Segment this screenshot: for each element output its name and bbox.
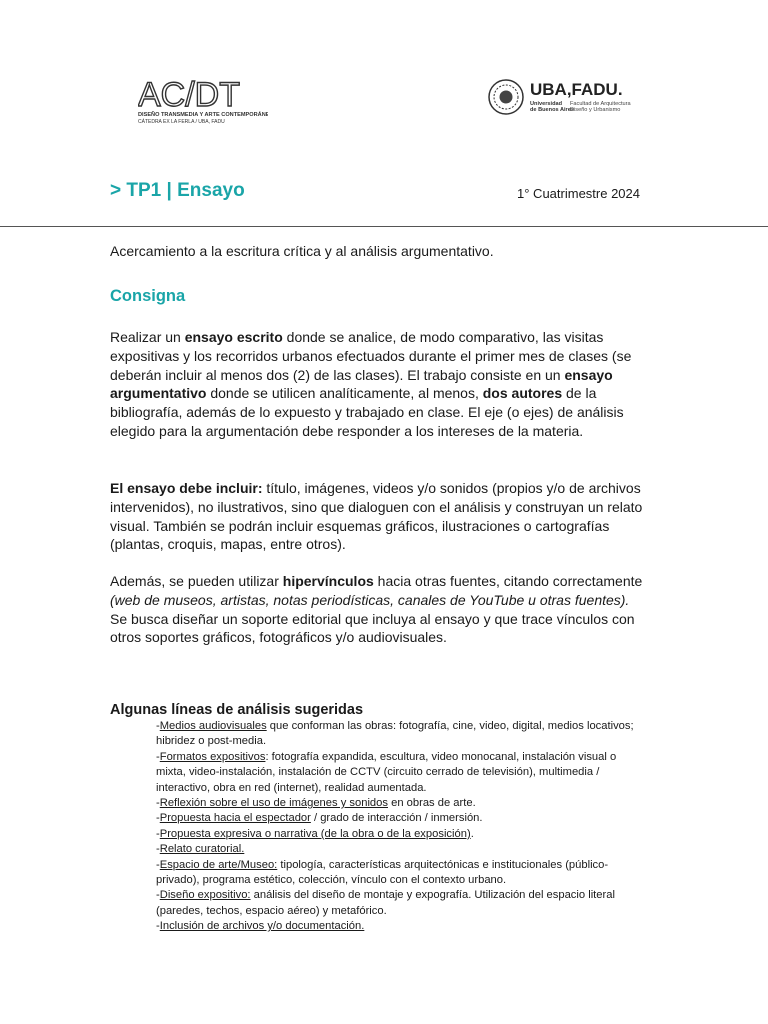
term-label: 1° Cuatrimestre 2024 [517, 186, 640, 201]
list-item: -Medios audiovisuales que conforman las obras: fotografía, cine, video, digital, medios locativos; hibridez o post-media. [156, 720, 634, 748]
paragraph-hipervinculos [110, 572, 645, 647]
subtitle: Acercamiento a la escritura crítica y al análisis argumentativo. [110, 243, 494, 259]
fadu-logo-line-2: Diseño y Urbanismo [570, 107, 621, 113]
list-item: -Diseño expositivo: análisis del diseño de montaje y expografía. Utilización del espacio literal (paredes, techos, espacio aéreo) y metafórico. [156, 889, 615, 917]
acdt-logo-line-1: DISEÑO TRANSMEDIA Y ARTE CONTEMPORÁNEO [138, 112, 268, 118]
list-item-topic: Inclusión de archivos y/o documentación. [159, 920, 365, 933]
list-item: -Reflexión sobre el uso de imágenes y sonidos en obras de arte. [156, 797, 476, 810]
list-item-detail: / grado de interacción / inmersión. [310, 812, 483, 825]
section-title-consigna: Consigna [110, 287, 186, 305]
p3-bold-hipervinculos: hipervínculos [282, 573, 374, 589]
p2-text: título, imágenes, videos y/o sonidos (propios y/o de archivos intervenidos), no ilustrativos, sino que dialoguen con el análisis y construyan un relato visual. También se podrán incluir esquemas gráficos, ilustraciones o cartografías (plantas, croquis, mapas, entre otros). [110, 480, 643, 553]
p1-text-4: de la bibliografía, además de lo expuesto y trabajado en clase. El eje (o ejes) de análisis elegido para la argumentación debe responder a los intereses de la materia. [110, 385, 624, 439]
p1-text-1: Realizar un [110, 329, 185, 345]
title-row [110, 180, 640, 210]
header-divider [0, 226, 768, 227]
uba-seal-icon [489, 80, 523, 114]
list-item-detail: en obras de arte. [387, 797, 476, 810]
p1-text-3: donde se utilicen analíticamente, al menos, [206, 385, 483, 402]
list-item-detail: . [470, 827, 474, 840]
list-item-topic: Propuesta hacia el espectador [159, 812, 311, 825]
analysis-lines-list [156, 719, 646, 935]
list-item-topic: Relato curatorial. [159, 843, 245, 856]
uba-fadu-logo [488, 79, 668, 124]
acdt-logo-name: AC/DT [138, 76, 240, 114]
acdt-logo-line-2: CÁTEDRA EX LA FERLA / UBA, FADU [138, 119, 225, 125]
list-item: -Relato curatorial. [156, 843, 245, 856]
list-item-detail: análisis del diseño de montaje y expografía. Utilización del espacio literal (paredes, techos, espacio aéreo) y metafórico. [156, 889, 615, 917]
list-item-topic: Reflexión sobre el uso de imágenes y sonidos [159, 797, 388, 810]
paragraph-incluir [110, 479, 645, 554]
uba-logo-line-1: Universidad [530, 101, 563, 107]
p2-bold-lead: El ensayo debe incluir: [110, 480, 263, 496]
p3-text-1: Además, se pueden utilizar [110, 573, 283, 589]
list-item: -Formatos expositivos: fotografía expandida, escultura, video monocanal, instalación visual o mixta, video-instalación, instalación de CCTV (circuito cerrado de televisión), multimedia / interactivo, obra en red (internet), realidad aumentada. [156, 750, 617, 794]
acdt-logo [138, 76, 268, 133]
list-item-topic: Formatos expositivos [159, 750, 266, 763]
acdt-logo-mark [138, 76, 268, 128]
fadu-logo-line-1: Facultad de Arquitectura [570, 101, 631, 107]
list-item-topic: Medios audiovisuales [159, 720, 267, 732]
paragraph-consigna [110, 328, 645, 441]
p1-text-2: donde se analice, de modo comparativo, las visitas expositivas y los recorridos urbanos efectuados durante el primer mes de clases (se deberán incluir al menos dos (2) de las clases). El trabajo consiste en un [110, 329, 632, 383]
uba-fadu-logo-mark [488, 79, 668, 119]
list-item: -Espacio de arte/Museo: tipología, características arquitectónicas e institucionales (público-privado), programa estético, colección, vínculo con el contexto urbano. [156, 858, 609, 887]
p1-bold-dos-autores: dos autores [482, 385, 563, 402]
list-item-detail: : fotografía expandida, escultura, video monocanal, instalación visual o mixta, video-instalación, instalación de CCTV (circuito cerrado de televisión), multimedia / interactivo, obra en red (internet), realidad aumentada. [156, 750, 617, 794]
page-title: > TP1 | Ensayo [110, 180, 245, 201]
p3-italic-sources: (web de museos, artistas, notas periodísticas, canales de YouTube u otras fuentes). [110, 591, 630, 608]
uba-fadu-logo-name: UBA,FADU. [530, 80, 623, 99]
uba-logo-line-2: de Buenos Aires [530, 107, 574, 113]
list-item-topic: Espacio de arte/Museo: [159, 858, 278, 871]
list-item-detail: tipología, características arquitectónicas e institucionales (público-privado), programa estético, colección, vínculo con el contexto urbano. [156, 858, 609, 887]
list-item-detail: que conforman las obras: fotografía, cine, video, digital, medios locativos; hibridez o post-media. [156, 720, 634, 748]
p1-bold-ensayo-argumentativo: ensayo argumentativo [110, 366, 613, 402]
list-item-topic: Diseño expositivo: [159, 889, 251, 902]
list-item: -Inclusión de archivos y/o documentación. [156, 920, 365, 933]
p3-text-2: hacia otras fuentes, citando correctamente [373, 573, 643, 589]
list-item: -Propuesta hacia el espectador / grado de interacción / inmersión. [156, 812, 483, 825]
list-item-topic: Propuesta expresiva o narrativa (de la obra o de la exposición) [159, 827, 471, 840]
p1-bold-ensayo-escrito: ensayo escrito [184, 329, 283, 345]
list-item: -Propuesta expresiva o narrativa (de la obra o de la exposición). [156, 827, 474, 840]
p3-text-3: Se busca diseñar un soporte editorial que incluya al ensayo y que trace vínculos con otros soportes gráficos, fotográficos y/o audiovisuales. [110, 610, 635, 646]
analysis-lines-title: Algunas líneas de análisis sugeridas [110, 702, 364, 718]
